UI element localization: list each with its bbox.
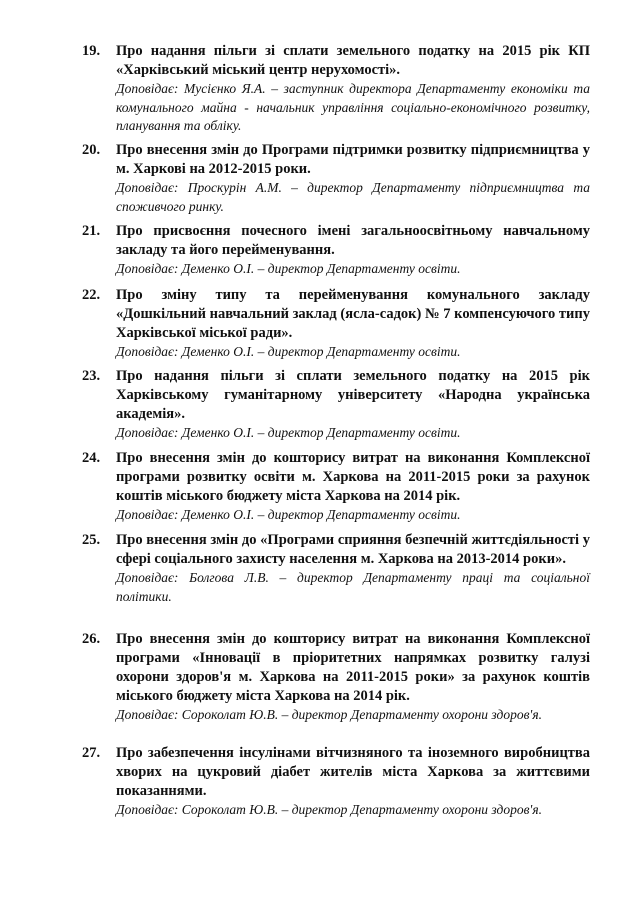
agenda-item bbox=[82, 367, 590, 443]
item-title: Про забезпечення інсулінами вітчизняного та іноземного виробництва хворих на цукровий діабет жителів міста Харкова за життєвими показаннями. bbox=[116, 745, 590, 799]
speaker-label: Доповідає: bbox=[116, 261, 179, 276]
item-number: 22. bbox=[82, 287, 101, 303]
speaker-label: Доповідає: bbox=[116, 344, 179, 359]
item-title: Про надання пільги зі сплати земельного податку на 2015 рік Харківському гуманітарному університету «Народна українська академія». bbox=[116, 368, 590, 422]
agenda-item bbox=[82, 744, 590, 820]
speaker-text: Болгова Л.В. – директор Департаменту праці та соціальної політики. bbox=[116, 570, 590, 604]
item-title: Про внесення змін до «Програми сприяння безпечній життєдіяльності у сфері соціального захисту населення м. Харкова на 2013-2014 роки». bbox=[116, 532, 590, 567]
speaker-label: Доповідає: bbox=[116, 802, 179, 817]
item-title: Про внесення змін до кошторису витрат на виконання Комплексної програми «Інновації в пріоритетних напрямках розвитку галузі охорони здоров'я м. Харкова на 2011-2015 роки» за рахунок коштів міського бюджету міста Харкова на 2014 рік. bbox=[116, 631, 590, 704]
agenda-item bbox=[82, 531, 590, 606]
speaker-label: Доповідає: bbox=[116, 180, 179, 195]
speaker-text: Сороколат Ю.В. – директор Департаменту охорони здоров'я. bbox=[181, 802, 542, 817]
agenda-item bbox=[82, 141, 590, 216]
item-title: Про надання пільги зі сплати земельного податку на 2015 рік КП «Харківський міський центр нерухомості». bbox=[116, 43, 590, 78]
speaker-text: Мусієнко Я.А. – заступник директора Департаменту економіки та комунального майна - начальник управління соціально-економічного розвитку, планування та обліку. bbox=[116, 81, 590, 133]
item-number: 25. bbox=[82, 532, 101, 548]
speaker-label: Доповідає: bbox=[116, 570, 179, 585]
agenda-item bbox=[82, 630, 590, 725]
item-speaker bbox=[116, 569, 590, 606]
speaker-text: Деменко О.І. – директор Департаменту освіти. bbox=[181, 425, 461, 440]
item-number: 21. bbox=[82, 223, 101, 239]
item-number: 27. bbox=[82, 745, 101, 761]
agenda-item bbox=[82, 222, 590, 279]
speaker-text: Деменко О.І. – директор Департаменту освіти. bbox=[181, 344, 461, 359]
item-number: 26. bbox=[82, 631, 101, 647]
item-speaker bbox=[116, 80, 590, 136]
item-number: 19. bbox=[82, 43, 101, 59]
speaker-label: Доповідає: bbox=[116, 707, 179, 722]
speaker-text: Проскурін А.М. – директор Департаменту підприємництва та споживчого ринку. bbox=[116, 180, 590, 214]
item-title: Про зміну типу та перейменування комунального закладу «Дошкільний навчальний заклад (ясла-садок) № 7 компенсуючого типу Харківської міської ради». bbox=[116, 287, 590, 341]
agenda-item bbox=[82, 449, 590, 525]
item-speaker bbox=[116, 706, 590, 725]
item-title: Про внесення змін до кошторису витрат на виконання Комплексної програми розвитку освіти м. Харкова на 2011-2015 роки за рахунок коштів міського бюджету міста Харкова на 2014 рік. bbox=[116, 450, 590, 504]
agenda-item bbox=[82, 286, 590, 362]
item-title: Про присвоєння почесного імені загальноосвітньому навчальному закладу та його перейменування. bbox=[116, 223, 590, 258]
item-speaker bbox=[116, 343, 590, 362]
agenda-item bbox=[82, 42, 590, 136]
item-number: 20. bbox=[82, 142, 101, 158]
item-speaker bbox=[116, 424, 590, 443]
item-speaker bbox=[116, 179, 590, 216]
speaker-label: Доповідає: bbox=[116, 507, 179, 522]
item-speaker bbox=[116, 260, 590, 279]
speaker-label: Доповідає: bbox=[116, 81, 179, 96]
item-speaker bbox=[116, 801, 590, 820]
speaker-label: Доповідає: bbox=[116, 425, 179, 440]
item-speaker bbox=[116, 506, 590, 525]
item-number: 23. bbox=[82, 368, 101, 384]
speaker-text: Деменко О.І. – директор Департаменту освіти. bbox=[181, 261, 461, 276]
item-title: Про внесення змін до Програми підтримки розвитку підприємництва у м. Харкові на 2012-2015 роки. bbox=[116, 142, 590, 177]
speaker-text: Деменко О.І. – директор Департаменту освіти. bbox=[181, 507, 461, 522]
item-number: 24. bbox=[82, 450, 101, 466]
speaker-text: Сороколат Ю.В. – директор Департаменту охорони здоров'я. bbox=[181, 707, 542, 722]
